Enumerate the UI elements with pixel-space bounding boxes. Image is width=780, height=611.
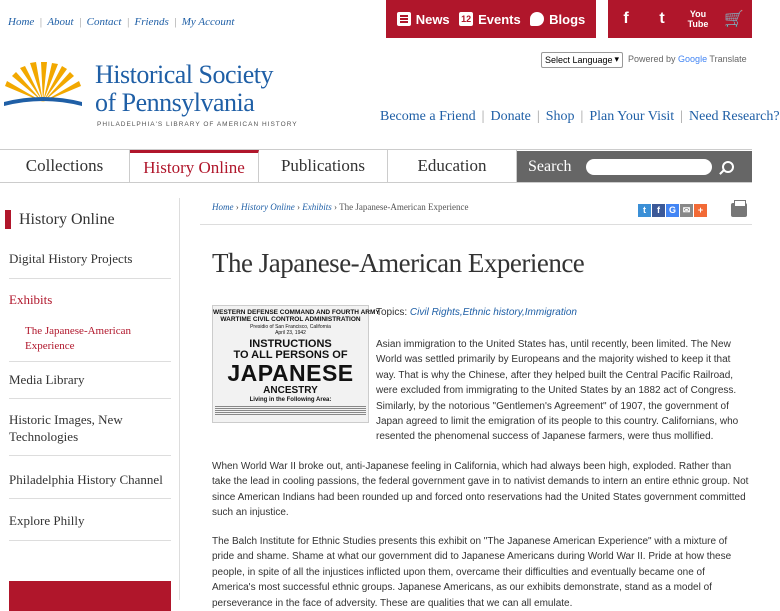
tab-collections[interactable]: Collections (0, 150, 130, 182)
youtube-icon[interactable]: You Tube (687, 9, 709, 29)
tab-education[interactable]: Education (388, 150, 517, 182)
tab-history-online[interactable]: History Online (130, 150, 259, 182)
newspaper-icon (397, 12, 411, 26)
breadcrumb: Home › History Online › Exhibits › The Japanese-American Experience (212, 202, 469, 212)
poster-line-2: WARTIME CIVIL CONTROL ADMINISTRATION (220, 316, 361, 323)
breadcrumb-history-online[interactable]: History Online (241, 202, 295, 212)
home-link[interactable]: Home (8, 16, 35, 28)
printer-icon[interactable] (731, 203, 747, 217)
poster-line-3 (213, 324, 368, 336)
body-paragraph-3: The Balch Institute for Ethnic Studies presents this exhibit on "The Japanese American Experience" with a mixture of pride and shame. Shame at what our government did to Japanese Americans during World War II. Pride at how these people, in spite of all the injustices inflicted upon them, overcame their difficulties and eventually became one of America's most successful ethnic groups. Japanese Americans, as our exhibits demonstrate, stand as a model of perseverance in the face of adversity. These are qualities that we can all emulate. (212, 536, 732, 609)
sidebar-promo-banner[interactable] (9, 581, 171, 611)
email-share-icon[interactable]: ✉ (680, 204, 693, 217)
twitter-icon[interactable]: t (659, 10, 665, 27)
divider (9, 455, 171, 456)
logo-line-1: Historical Society (95, 60, 274, 89)
sidebar-item-explore-philly[interactable]: Explore Philly (9, 513, 85, 528)
logo-tagline: PHILADELPHIA'S LIBRARY OF AMERICAN HISTORY (97, 121, 298, 128)
poster-fine-print (215, 405, 366, 415)
poster-ancestry: ANCESTRY (263, 385, 318, 396)
divider (9, 278, 171, 279)
page-title: The Japanese-American Experience (212, 248, 585, 278)
more-share-icon[interactable]: + (694, 204, 707, 217)
about-link[interactable]: About (47, 16, 74, 28)
google-share-icon[interactable]: G (666, 204, 679, 217)
blogs-label: Blogs (549, 11, 586, 27)
sidebar (0, 198, 180, 600)
speech-bubble-icon (530, 12, 544, 26)
search-input[interactable] (586, 159, 712, 175)
divider: | (680, 109, 683, 124)
divider (9, 398, 171, 399)
divider: | (173, 16, 177, 28)
need-research-link[interactable]: Need Research? (689, 109, 780, 124)
poster-line-4 (213, 339, 368, 361)
poster-date: April 23, 1942 (275, 330, 306, 336)
breadcrumb-home[interactable]: Home (212, 202, 234, 212)
sidebar-item-exhibits[interactable]: Exhibits (9, 292, 53, 307)
search-icon[interactable] (722, 161, 734, 173)
powered-by-label: Powered by (628, 54, 676, 64)
twitter-share-icon[interactable]: t (638, 204, 651, 217)
friends-link[interactable]: Friends (134, 16, 169, 28)
sidebar-item-media-library[interactable]: Media Library (9, 372, 85, 387)
breadcrumb-exhibits[interactable]: Exhibits (302, 202, 332, 212)
topics-links[interactable]: Civil Rights,Ethnic history,Immigration (409, 307, 577, 318)
divider: | (536, 109, 540, 124)
facebook-icon[interactable]: f (623, 10, 629, 27)
divider (9, 498, 171, 499)
cart-icon[interactable]: 🛒 (724, 11, 744, 28)
events-label: Events (478, 11, 521, 27)
divider (9, 361, 171, 362)
sunburst-logo-icon (2, 62, 84, 110)
tab-publications[interactable]: Publications (259, 150, 388, 182)
divider: | (126, 16, 130, 28)
social-bar (608, 0, 752, 38)
become-friend-link[interactable]: Become a Friend (380, 109, 476, 124)
divider: | (481, 109, 485, 124)
sidebar-subitem-japanese-american[interactable]: The Japanese-American Experience (25, 325, 131, 352)
divider (9, 540, 171, 541)
facebook-share-icon[interactable]: f (652, 204, 665, 217)
action-links (380, 109, 780, 125)
poster-line-1: WESTERN DEFENSE COMMAND AND FOURTH ARMY (213, 309, 380, 316)
news-label: News (415, 11, 450, 27)
blogs-link[interactable] (530, 12, 585, 27)
topics-label: Topics: (376, 307, 408, 318)
poster-to-all: TO ALL PERSONS OF (233, 349, 348, 361)
news-link[interactable] (397, 12, 450, 27)
intro-paragraph: Asian immigration to the United States has, until recently, been limited. The New World was settled primarily by Europeans and the majority wished to keep it that way. That is why the Chinese, after they helped built the Central Pacific Railroad, were excluded from immigrating to the United States by an 1882 act of Congress. Similarly, by the notorious "Gentlemen's Agreement" of 1907, the government of Japan agreed to limit the emigration of its people to this country. Californians, who resented the phenomenal success of Japanese farmers, were thus mollified. (376, 339, 739, 443)
calendar-icon: 12 (461, 14, 472, 24)
search-label: Search (528, 157, 572, 175)
sidebar-item-digital-history[interactable]: Digital History Projects (9, 251, 133, 266)
language-select-value: Select Language (545, 55, 613, 65)
my-account-link[interactable]: My Account (181, 16, 235, 28)
poster-instructions: INSTRUCTIONS (249, 338, 332, 350)
divider: | (580, 109, 584, 124)
plan-visit-link[interactable]: Plan Your Visit (589, 109, 675, 124)
search-bar (517, 151, 752, 182)
language-select[interactable] (541, 52, 623, 68)
top-feature-bar (386, 0, 596, 38)
poster-japanese: JAPANESE (227, 360, 354, 386)
poster-location: Presidio of San Francisco, California (250, 324, 331, 330)
translate-label: Translate (709, 54, 747, 64)
sidebar-heading: History Online (5, 210, 115, 229)
logo-line-2: of Pennsylvania (95, 88, 255, 117)
exhibit-image (212, 305, 380, 423)
google-wordmark: Google (678, 54, 708, 64)
share-buttons (638, 204, 707, 217)
utility-nav (8, 16, 234, 28)
divider: | (78, 16, 82, 28)
powered-by-google (628, 54, 747, 64)
poster-living: Living in the Following Area: (249, 397, 332, 403)
topics-line (376, 307, 577, 318)
breadcrumb-current: The Japanese-American Experience (339, 202, 469, 212)
site-logo[interactable] (2, 60, 302, 130)
events-link[interactable] (459, 12, 521, 27)
divider (200, 224, 752, 225)
body-paragraph-2: When World War II broke out, anti-Japanese feeling in California, which had always been high, exploded. Rather than take the lead in cooling passions, the federal government gave in to nativist demands to intern an entire ethnic group. Not since American Indians had been rounded up and forced onto reservations had the United States government committed such an injustice. (212, 461, 749, 519)
shop-link[interactable]: Shop (545, 109, 575, 124)
sidebar-item-history-channel[interactable]: Philadelphia History Channel (9, 472, 163, 487)
contact-link[interactable]: Contact (86, 16, 122, 28)
sidebar-item-historic-images[interactable]: Historic Images, New Technologies (9, 412, 123, 444)
divider: | (39, 16, 43, 28)
donate-link[interactable]: Donate (490, 109, 531, 124)
